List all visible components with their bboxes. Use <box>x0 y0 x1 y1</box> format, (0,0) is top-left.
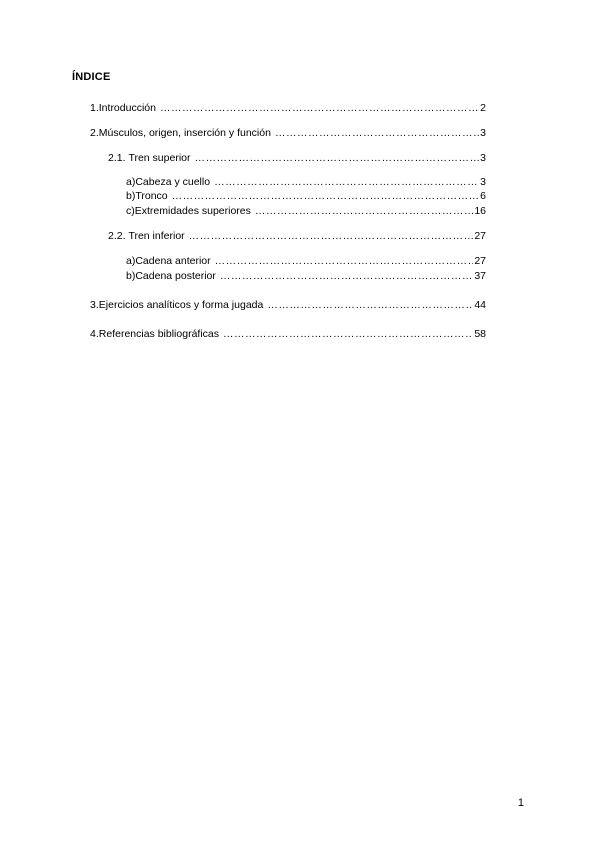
toc-entry-number: b) <box>126 190 136 202</box>
toc-entry-number: 1. <box>90 102 99 114</box>
toc-dot-leader <box>189 230 474 243</box>
toc-entry-ejercicios[interactable] <box>90 299 486 312</box>
toc-entry-number: 3. <box>90 299 99 311</box>
toc-entry-referencias[interactable] <box>90 328 486 341</box>
toc-dot-leader <box>195 152 480 165</box>
toc-entry-title: Referencias bibliográficas <box>98 328 219 340</box>
toc-entry-cadena-posterior[interactable] <box>126 270 486 283</box>
toc-entry-musculos[interactable] <box>90 127 486 140</box>
page-number: 1 <box>517 797 524 809</box>
toc-dot-leader <box>275 127 479 140</box>
toc-entry-title: Músculos, origen, inserción y función <box>98 127 271 139</box>
toc-entry-cadena-anterior[interactable] <box>126 255 486 268</box>
toc-dot-leader <box>172 190 480 203</box>
toc-entry-number: 2. <box>90 127 99 139</box>
toc-entry-introduccion[interactable] <box>90 102 486 115</box>
toc-dot-leader <box>255 205 473 218</box>
toc-entry-title: Tren superior <box>128 152 191 164</box>
toc-entry-number: b) <box>126 270 136 282</box>
toc-dot-leader <box>267 299 473 312</box>
toc-entry-title: Tren inferior <box>128 230 185 242</box>
toc-entry-page: 16 <box>474 205 486 217</box>
page-title: ÍNDICE <box>72 71 111 83</box>
toc-entry-page: 2 <box>480 102 486 114</box>
toc-entry-title: Introducción <box>98 102 156 114</box>
toc-entry-page: 58 <box>474 328 486 340</box>
toc-entry-tren-superior[interactable] <box>108 152 486 165</box>
toc-dot-leader <box>214 176 479 189</box>
toc-entry-extremidades-superiores[interactable] <box>126 205 486 218</box>
toc-entry-title: Tronco <box>135 190 168 202</box>
toc-entry-title: Cadena posterior <box>135 270 216 282</box>
toc-entry-number: c) <box>126 205 135 217</box>
toc-entry-page: 27 <box>474 255 486 267</box>
toc-entry-title: Cabeza y cuello <box>135 176 211 188</box>
toc-dot-leader <box>220 270 473 283</box>
toc-entry-page: 37 <box>474 270 486 282</box>
toc-entry-number: a) <box>126 255 136 267</box>
toc-entry-tronco[interactable] <box>126 190 486 203</box>
toc-dot-leader <box>160 102 479 115</box>
toc-entry-number: 4. <box>90 328 99 340</box>
toc-entry-number: 2.2. <box>108 230 126 242</box>
toc-entry-page: 3 <box>480 127 486 139</box>
toc-entry-page: 3 <box>480 176 486 188</box>
toc-entry-page: 27 <box>474 230 486 242</box>
toc-dot-leader <box>223 328 473 341</box>
toc-entry-page: 6 <box>480 190 486 202</box>
toc-entry-number: 2.1. <box>108 152 126 164</box>
toc-entry-number: a) <box>126 176 136 188</box>
toc-entry-cabeza-cuello[interactable] <box>126 176 486 189</box>
toc-entry-tren-inferior[interactable] <box>108 230 486 243</box>
toc-dot-leader <box>215 255 474 268</box>
toc-entry-title: Extremidades superiores <box>134 205 251 217</box>
toc-entry-title: Ejercicios analíticos y forma jugada <box>98 299 264 311</box>
toc-entry-title: Cadena anterior <box>135 255 211 267</box>
toc-entry-page: 3 <box>480 152 486 164</box>
toc-entry-page: 44 <box>474 299 486 311</box>
